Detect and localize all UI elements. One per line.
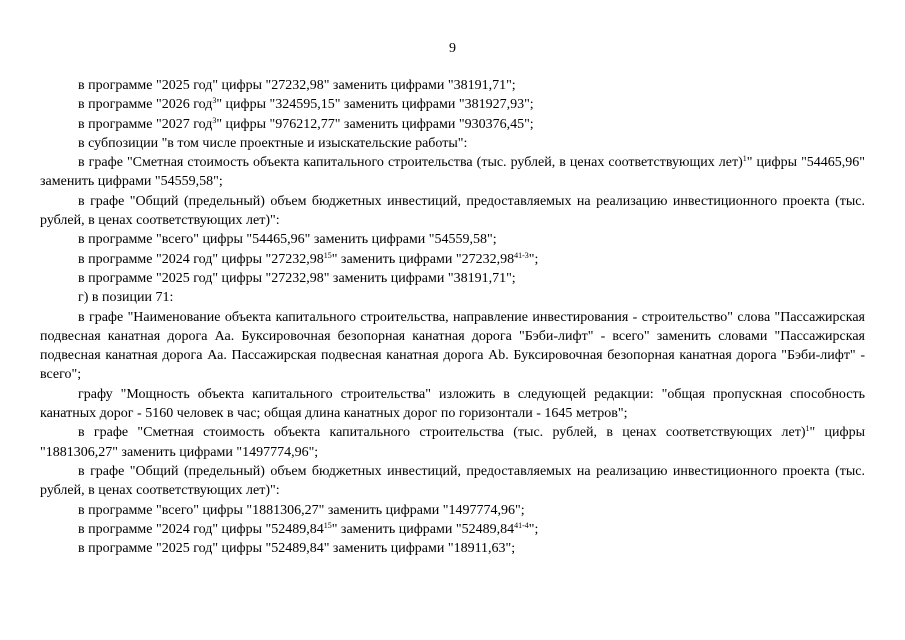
paragraph (40, 269, 865, 288)
document-body (40, 76, 865, 558)
footnote-reference: 3 (212, 96, 217, 106)
paragraph-text: графу "Мощность объекта капитального строительства" изложить в следующей редакции: "общая пропускная способность канатных дорог - 5160 человек в час; общая длина канатных дорог по горизонтали - 1645 метров"; (40, 386, 865, 422)
footnote-reference: 1 (805, 424, 810, 434)
footnote-reference: 41-4 (514, 520, 529, 530)
paragraph-text: в программе "всего" цифры "54465,96" заменить цифрами "54559,58"; (78, 232, 497, 248)
footnote-reference: 15 (323, 250, 332, 260)
paragraph (40, 385, 865, 424)
paragraph (40, 539, 865, 558)
paragraph (40, 192, 865, 231)
footnote-reference: 1 (742, 154, 747, 164)
paragraph-text: г) в позиции 71: (78, 290, 174, 306)
paragraph-text: в графе "Сметная стоимость объекта капитального строительства (тыс. рублей, в ценах соответствующих лет) (78, 155, 743, 171)
paragraph-text: в графе "Общий (предельный) объем бюджетных инвестиций, предоставляемых на реализацию инвестиционного проекта (тыс. рублей, в ценах соответствующих лет)": (40, 193, 865, 229)
paragraph (40, 250, 865, 269)
footnote-reference: 3 (212, 115, 217, 125)
paragraph-text: в программе "2024 год" цифры "27232,98 (78, 251, 324, 267)
paragraph-text: " заменить цифрами "27232,98 (331, 251, 515, 267)
paragraph-text: в программе "2025 год" цифры "27232,98" заменить цифрами "38191,71"; (78, 270, 516, 286)
paragraph-text: в программе "всего" цифры "1881306,27" заменить цифрами "1497774,96"; (78, 502, 525, 518)
paragraph (40, 288, 865, 307)
paragraph (40, 115, 865, 134)
paragraph (40, 95, 865, 114)
paragraph-text: в программе "2025 год" цифры "52489,84" заменить цифрами "18911,63"; (78, 541, 516, 557)
paragraph-text: в программе "2025 год" цифры "27232,98" заменить цифрами "38191,71"; (78, 78, 516, 93)
paragraph-text: в программе "2026 год (78, 97, 213, 113)
paragraph (40, 308, 865, 385)
paragraph (40, 76, 865, 95)
paragraph-text: в графе "Общий (предельный) объем бюджетных инвестиций, предоставляемых на реализацию инвестиционного проекта (тыс. рублей, в ценах соответствующих лет)": (40, 463, 865, 499)
paragraph-text: в субпозиции "в том числе проектные и изыскательские работы": (78, 135, 468, 151)
paragraph (40, 501, 865, 520)
paragraph (40, 520, 865, 539)
paragraph (40, 153, 865, 192)
footnote-reference: 41-3 (514, 250, 529, 260)
paragraph (40, 230, 865, 249)
paragraph (40, 462, 865, 501)
paragraph-text: " цифры "976212,77" заменить цифрами "930376,45"; (216, 116, 534, 132)
paragraph-text: " цифры "1881306,27" заменить цифрами "1497774,96"; (40, 425, 865, 460)
paragraph-text: " заменить цифрами "52489,84 (331, 521, 515, 537)
paragraph (40, 134, 865, 153)
page-number: 9 (449, 41, 456, 56)
paragraph-text: в программе "2027 год (78, 116, 213, 132)
paragraph-text: в графе "Сметная стоимость объекта капитального строительства (тыс. рублей, в ценах соответствующих лет) (78, 425, 806, 441)
paragraph-text: " цифры "54465,96" заменить цифрами "54559,58"; (40, 155, 866, 190)
paragraph-text: в программе "2024 год" цифры "52489,84 (78, 521, 324, 537)
paragraph-text: "; (528, 521, 539, 537)
footnote-reference: 15 (323, 520, 332, 530)
paragraph-text: "; (528, 251, 539, 267)
paragraph-text: " цифры "324595,15" заменить цифрами "381927,93"; (216, 97, 534, 113)
paragraph-text: в графе "Наименование объекта капитального строительства, направление инвестирования - строительство" слова "Пассажирская подвесная канатная дорога Аа. Буксировочная безопорная канатная дорога "Бэби-лифт" - всего" заменить словами "Пассажирская подвесная канатная дорога Аа. Пассажирская подвесная канатная дорога Аb. Буксировочная безопорная канатная дорога "Бэби-лифт" - всего"; (40, 309, 865, 383)
paragraph (40, 423, 865, 462)
